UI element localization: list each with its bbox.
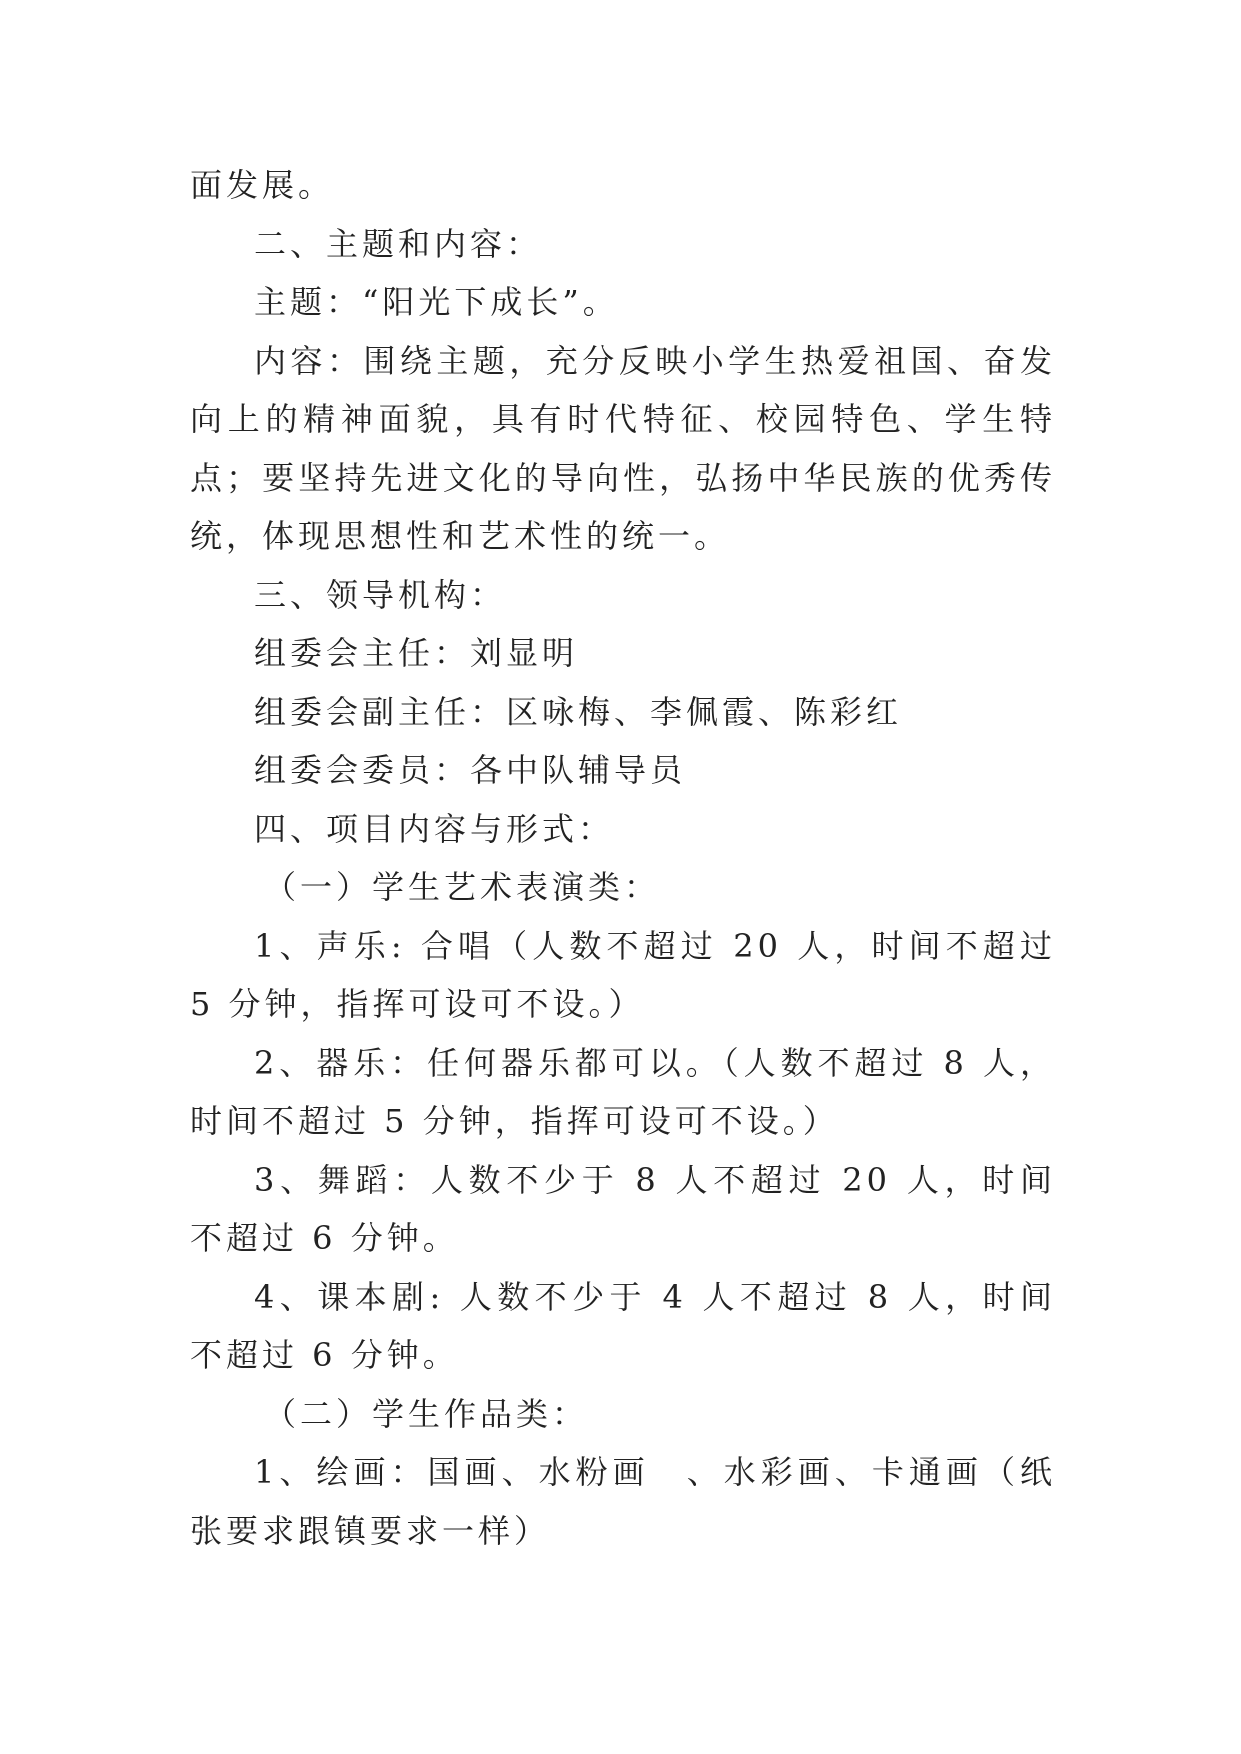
subsection-heading-performance: （一）学生艺术表演类： xyxy=(264,868,661,906)
paragraph-painting: 1、绘画：国画、水粉画 、水彩画、卡通画（纸张要求跟镇要求一样） xyxy=(190,1453,1056,1550)
paragraph-vocal-music: 1、声乐: 合唱（人数不超过 20 人，时间不超过 5 分钟，指挥可设可不设。） xyxy=(190,926,1056,1023)
paragraph-committee-director: 组委会主任：刘显明 xyxy=(254,634,579,672)
section-heading-leadership: 三、领导机构： xyxy=(254,575,507,614)
paragraph-dance: 3、舞蹈：人数不少于 8 人不超过 20 人，时间不超过 6 分钟。 xyxy=(190,1160,1056,1257)
paragraph-committee-members: 组委会委员：各中队辅导员 xyxy=(254,751,687,789)
paragraph-theme: 主题：“阳光下成长”。 xyxy=(254,283,619,321)
paragraph-committee-deputy-directors: 组委会副主任：区咏梅、李佩霞、陈彩红 xyxy=(254,692,903,731)
document-body xyxy=(190,156,1056,1560)
paragraph-instrumental-music: 2、器乐：任何器乐都可以。（人数不超过 8 人，时间不超过 5 分钟，指挥可设可不设。） xyxy=(190,1043,1056,1140)
paragraph-continuation: 面发展。 xyxy=(190,166,335,204)
paragraph-textbook-drama: 4、课本剧: 人数不少于 4 人不超过 8 人，时间不超过 6 分钟。 xyxy=(190,1277,1056,1374)
subsection-heading-works: （二）学生作品类： xyxy=(264,1394,589,1433)
paragraph-content: 内容：围绕主题，充分反映小学生热爱祖国、奋发向上的精神面貌，具有时代特征、校园特色、学生特点；要坚持先进文化的导向性，弘扬中华民族的优秀传统，体现思想性和艺术性的统一。 xyxy=(190,341,1056,555)
section-heading-projects: 四、项目内容与形式： xyxy=(254,809,615,848)
section-heading-theme-content: 二、主题和内容： xyxy=(254,224,543,263)
